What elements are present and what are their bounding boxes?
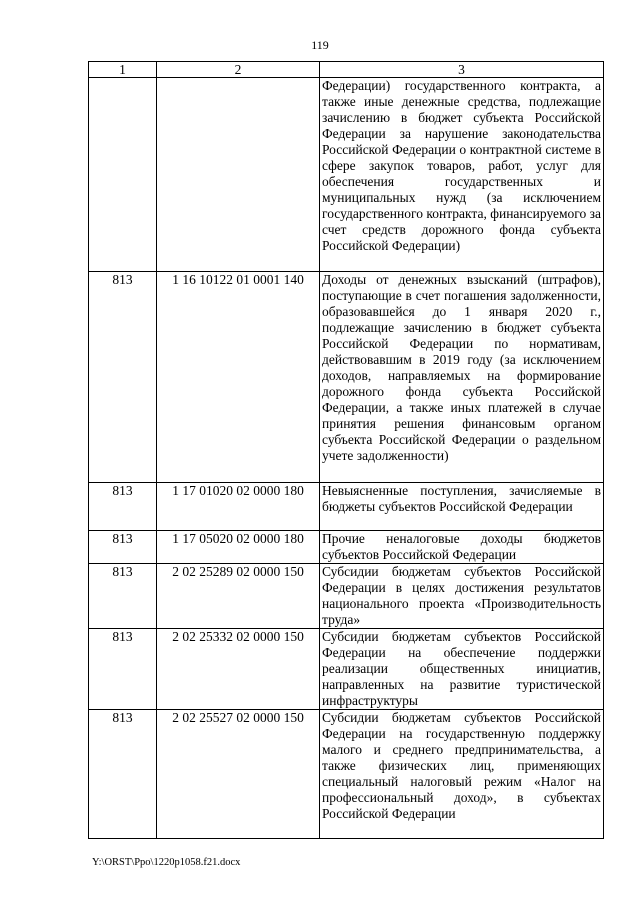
budget-classification-table (88, 61, 604, 839)
admin-code-cell (89, 78, 157, 272)
budget-code-cell: 2 02 25289 02 0000 150 (157, 564, 320, 629)
page-number: 119 (311, 38, 329, 52)
admin-code-cell: 813 (89, 564, 157, 629)
table-row (89, 710, 604, 839)
table-row (89, 272, 604, 483)
admin-code-cell: 813 (89, 531, 157, 564)
table-row (89, 629, 604, 710)
description-cell: Прочие неналоговые доходы бюджетов субъектов Российской Федерации (320, 531, 604, 564)
description-cell: Субсидии бюджетам субъектов Российской Федерации на обеспечение поддержки реализации общественных инициатив, направленных на развитие туристической инфраструктуры (320, 629, 604, 710)
header-col-3: 3 (320, 62, 604, 78)
description-cell: Федерации) государственного контракта, а также иные денежные средства, подлежащие зачислению в бюджет субъекта Российской Федерации за нарушение законодательства Российской Федерации о контрактной системе в сфере закупок товаров, работ, услуг для обеспечения государственных и муниципальных нужд (за исключением государственного контракта, финансируемого за счет средств дорожного фонда субъекта Российской Федерации) (320, 78, 604, 272)
description-cell: Субсидии бюджетам субъектов Российской Федерации на государственную поддержку малого и среднего предпринимательства, а также физических лиц, применяющих специальный налоговый режим «Налог на профессиональный доход», в субъектах Российской Федерации (320, 710, 604, 839)
header-col-2: 2 (157, 62, 320, 78)
admin-code-cell: 813 (89, 710, 157, 839)
admin-code-cell: 813 (89, 483, 157, 531)
budget-code-cell: 2 02 25527 02 0000 150 (157, 710, 320, 839)
description-cell: Доходы от денежных взысканий (штрафов), поступающие в счет погашения задолженности, образовавшейся до 1 января 2020 г., подлежащие зачислению в бюджет субъекта Российской Федерации по нормативам, действовавшим в 2019 году (за исключением доходов, направляемых на формирование дорожного фонда субъекта Российской Федерации, а также иных платежей в случае принятия решения финансовым органом субъекта Российской Федерации о раздельном учете задолженности) (320, 272, 604, 483)
description-cell: Субсидии бюджетам субъектов Российской Федерации в целях достижения результатов национального проекта «Производительность труда» (320, 564, 604, 629)
table-row (89, 564, 604, 629)
table-row (89, 531, 604, 564)
budget-code-cell (157, 78, 320, 272)
budget-code-cell: 1 16 10122 01 0001 140 (157, 272, 320, 483)
document-file-path: Y:\ORST\Ppo\1220p1058.f21.docx (92, 857, 241, 868)
admin-code-cell: 813 (89, 629, 157, 710)
admin-code-cell: 813 (89, 272, 157, 483)
table-row (89, 483, 604, 531)
budget-code-cell: 1 17 05020 02 0000 180 (157, 531, 320, 564)
budget-code-cell: 2 02 25332 02 0000 150 (157, 629, 320, 710)
header-col-1: 1 (89, 62, 157, 78)
budget-code-cell: 1 17 01020 02 0000 180 (157, 483, 320, 531)
description-cell: Невыясненные поступления, зачисляемые в бюджеты субъектов Российской Федерации (320, 483, 604, 531)
table-header-row (89, 62, 604, 78)
table-row (89, 78, 604, 272)
